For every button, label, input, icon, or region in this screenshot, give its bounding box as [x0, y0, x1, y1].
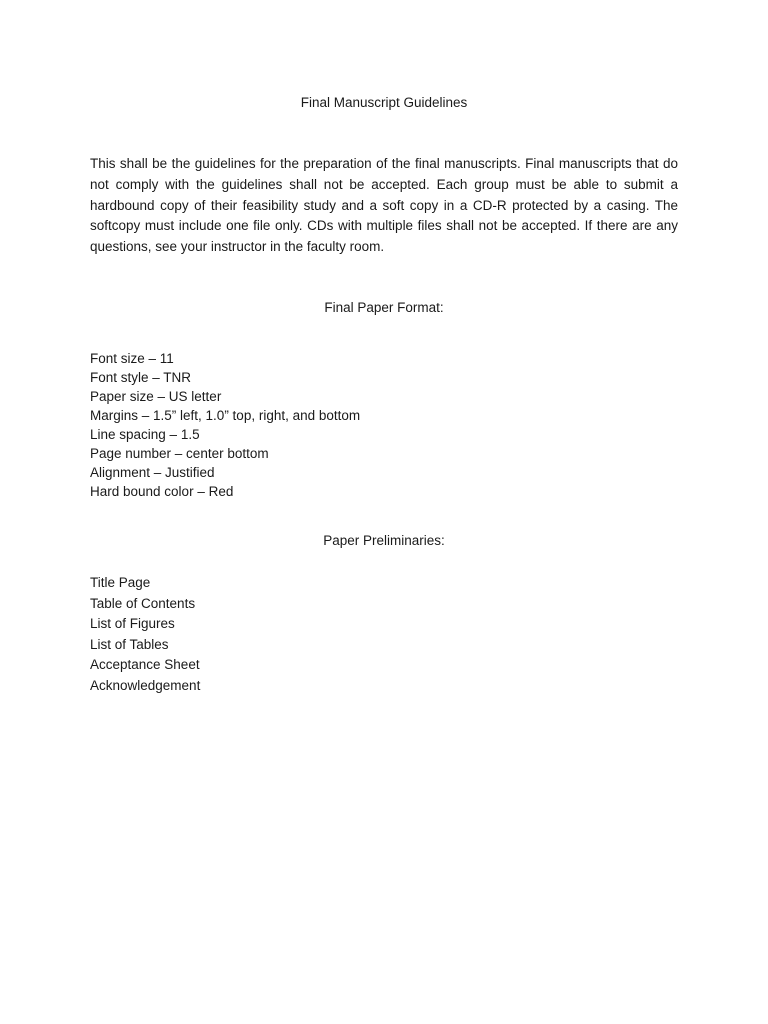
format-item-page-number: Page number – center bottom — [90, 446, 269, 461]
format-item-font-size: Font size – 11 — [90, 351, 174, 366]
document-title: Final Manuscript Guidelines — [300, 95, 468, 110]
intro-paragraph: This shall be the guidelines for the preparation of the final manuscripts. Final manuscripts that do not comply with the guidelines shall not be accepted. Each group must be able to submit a hardbound copy of their feasibility study and a soft copy in a CD-R protected by a casing. The softcopy must include one file only. CDs with multiple files shall not be accepted. If there are any questions, see your instructor in the faculty room. — [90, 156, 678, 255]
format-item-hard-bound-color: Hard bound color – Red — [90, 484, 234, 499]
format-list — [90, 349, 360, 501]
format-heading: Final Paper Format: — [324, 300, 444, 315]
format-item-line-spacing: Line spacing – 1.5 — [90, 427, 200, 442]
preliminaries-item-acknowledgement: Acknowledgement — [90, 677, 201, 693]
preliminaries-item-table-of-contents: Table of Contents — [90, 595, 196, 611]
format-item-paper-size: Paper size – US letter — [90, 389, 222, 404]
preliminaries-list — [90, 573, 200, 696]
format-item-font-style: Font style – TNR — [90, 370, 192, 385]
preliminaries-item-acceptance-sheet: Acceptance Sheet — [90, 657, 200, 672]
format-item-margins: Margins – 1.5” left, 1.0” top, right, and bottom — [90, 408, 361, 423]
preliminaries-heading: Paper Preliminaries: — [323, 533, 445, 548]
preliminaries-item-list-of-figures: List of Figures — [90, 616, 175, 631]
preliminaries-item-list-of-tables: List of Tables — [90, 636, 169, 652]
format-item-alignment: Alignment – Justified — [90, 465, 215, 480]
preliminaries-item-title-page: Title Page — [90, 575, 151, 590]
